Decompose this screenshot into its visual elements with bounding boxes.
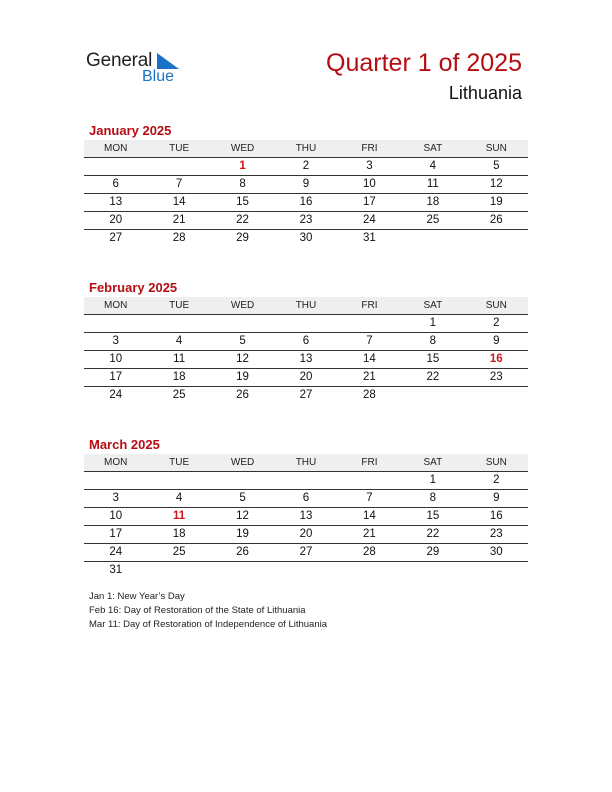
day-cell: 10 (109, 353, 123, 365)
day-cell: 7 (175, 178, 183, 190)
day-cell: 18 (426, 196, 440, 208)
day-cell: 7 (366, 335, 373, 347)
day-cell: 22 (236, 214, 249, 226)
day-cell: 20 (299, 371, 313, 383)
month-title: January 2025 (89, 123, 172, 138)
day-cell (84, 158, 147, 175)
day-cell: 11 (173, 353, 186, 365)
day-cell (211, 472, 274, 489)
day-cell: 26 (236, 546, 249, 558)
country-name: Lithuania (448, 83, 522, 103)
week-row (84, 562, 528, 579)
day-cell: 13 (299, 353, 313, 365)
weekday-header: THU (295, 143, 317, 154)
weekday-header: MON (104, 457, 128, 468)
day-cell: 12 (236, 510, 249, 522)
page-title: Quarter 1 of 2025 (326, 49, 522, 77)
day-cell: 10 (363, 178, 376, 190)
day-cell: 30 (299, 232, 313, 244)
day-cell (465, 230, 528, 247)
week-row (84, 508, 528, 526)
weekday-header: MON (104, 143, 128, 154)
day-cell (401, 562, 464, 579)
holiday-note: Mar 11: Day of Restoration of Independence of Lithuania (89, 619, 328, 630)
logo-triangle-icon (157, 53, 179, 69)
day-cell: 19 (236, 371, 249, 383)
day-cell: 21 (363, 528, 376, 540)
weekday-header: WED (230, 457, 255, 468)
week-row (84, 158, 528, 176)
day-cell: 18 (172, 371, 186, 383)
day-cell: 21 (363, 371, 376, 383)
day-cell (147, 158, 210, 175)
day-cell: 14 (363, 353, 376, 365)
day-cell (465, 387, 528, 404)
month-calendar (84, 122, 528, 247)
weekday-header: FRI (361, 300, 378, 311)
day-cell (274, 562, 337, 579)
weekday-header: THU (295, 300, 317, 311)
day-cell: 15 (426, 353, 440, 365)
week-row (84, 526, 528, 544)
day-cell: 15 (426, 510, 440, 522)
weekday-header: MON (104, 300, 128, 311)
day-cell: 1 (239, 160, 246, 172)
week-row (84, 490, 528, 508)
day-cell: 22 (426, 371, 440, 383)
day-cell: 30 (489, 546, 503, 558)
day-cell: 31 (363, 232, 376, 244)
day-cell: 28 (363, 389, 376, 401)
day-cell: 24 (109, 389, 123, 401)
day-cell: 16 (489, 510, 503, 522)
day-cell: 31 (109, 564, 123, 576)
weekday-header-row (84, 297, 528, 315)
day-cell (338, 472, 401, 489)
day-cell: 13 (109, 196, 123, 208)
day-cell: 5 (239, 492, 246, 504)
day-cell: 20 (109, 214, 123, 226)
brand-logo (86, 50, 196, 90)
weekday-header: SUN (485, 143, 507, 154)
day-cell (274, 315, 337, 332)
day-cell: 19 (489, 196, 503, 208)
day-cell (211, 315, 274, 332)
logo-text-blue: Blue (142, 68, 175, 85)
week-row (84, 472, 528, 490)
weekday-header: SUN (485, 300, 507, 311)
day-cell: 3 (366, 160, 373, 172)
day-cell: 4 (175, 335, 183, 347)
week-row (84, 230, 528, 247)
month-calendar (84, 279, 528, 404)
weekday-header: SAT (423, 143, 443, 154)
day-cell: 14 (172, 196, 186, 208)
weekday-header-row (84, 140, 528, 158)
day-cell: 20 (299, 528, 313, 540)
day-cell: 12 (489, 178, 503, 190)
logo-text-general: General (86, 50, 153, 71)
day-cell: 16 (489, 353, 503, 365)
day-cell: 8 (429, 335, 437, 347)
day-cell: 3 (112, 335, 119, 347)
weekday-header: WED (230, 300, 255, 311)
day-cell: 18 (172, 528, 186, 540)
day-cell: 28 (363, 546, 376, 558)
week-row (84, 176, 528, 194)
weekday-header: SAT (423, 300, 443, 311)
day-cell: 25 (426, 214, 440, 226)
day-cell: 6 (112, 178, 119, 190)
weekday-header-row (84, 454, 528, 472)
day-cell: 26 (489, 214, 503, 226)
weekday-header: TUE (169, 457, 190, 468)
weekday-header: THU (295, 457, 317, 468)
holiday-notes (89, 590, 327, 632)
day-cell (147, 472, 210, 489)
day-cell: 3 (112, 492, 119, 504)
day-cell: 27 (299, 389, 313, 401)
day-cell: 6 (302, 335, 310, 347)
day-cell: 17 (109, 528, 123, 540)
day-cell (211, 562, 274, 579)
day-cell: 12 (236, 353, 249, 365)
week-row (84, 194, 528, 212)
day-cell: 2 (302, 160, 310, 172)
day-cell: 15 (236, 196, 249, 208)
day-cell: 26 (236, 389, 249, 401)
day-cell: 11 (173, 510, 186, 522)
day-cell: 24 (363, 214, 376, 226)
day-cell: 23 (299, 214, 313, 226)
month-calendar (84, 436, 528, 579)
month-title: February 2025 (89, 280, 178, 295)
day-cell: 24 (109, 546, 123, 558)
day-cell: 21 (172, 214, 186, 226)
day-cell: 4 (429, 160, 437, 172)
day-cell (147, 315, 210, 332)
day-cell: 9 (493, 492, 500, 504)
day-cell: 6 (302, 492, 310, 504)
day-cell: 2 (493, 474, 500, 486)
week-row (84, 333, 528, 351)
day-cell (338, 315, 401, 332)
day-cell: 4 (175, 492, 183, 504)
day-cell (274, 472, 337, 489)
week-row (84, 387, 528, 404)
day-cell: 17 (109, 371, 123, 383)
month-title: March 2025 (89, 437, 160, 452)
day-cell: 29 (426, 546, 440, 558)
day-cell: 29 (236, 232, 249, 244)
day-cell: 11 (426, 178, 439, 190)
day-cell (401, 387, 464, 404)
weekday-header: FRI (361, 143, 378, 154)
day-cell: 1 (429, 474, 437, 486)
weekday-header: TUE (169, 300, 190, 311)
day-cell (401, 230, 464, 247)
holiday-note: Feb 16: Day of Restoration of the State of Lithuania (89, 605, 306, 616)
day-cell: 16 (299, 196, 313, 208)
day-cell: 22 (426, 528, 440, 540)
day-cell: 8 (429, 492, 437, 504)
day-cell: 17 (363, 196, 376, 208)
week-row (84, 544, 528, 562)
day-cell (84, 472, 147, 489)
day-cell: 1 (429, 317, 437, 329)
day-cell (465, 562, 528, 579)
day-cell (338, 562, 401, 579)
day-cell: 9 (302, 178, 310, 190)
week-row (84, 315, 528, 333)
weekday-header: TUE (169, 143, 190, 154)
holiday-note: Jan 1: New Year’s Day (89, 591, 185, 602)
day-cell: 27 (299, 546, 313, 558)
day-cell (84, 315, 147, 332)
day-cell: 2 (493, 317, 500, 329)
day-cell (147, 562, 210, 579)
day-cell: 25 (172, 546, 186, 558)
weekday-header: SUN (485, 457, 507, 468)
day-cell: 19 (236, 528, 249, 540)
week-row (84, 212, 528, 230)
weekday-header: FRI (361, 457, 378, 468)
day-cell: 5 (239, 335, 246, 347)
week-row (84, 351, 528, 369)
day-cell: 23 (489, 371, 503, 383)
day-cell: 7 (366, 492, 373, 504)
weekday-header: WED (230, 143, 255, 154)
day-cell: 28 (172, 232, 186, 244)
day-cell: 25 (172, 389, 186, 401)
day-cell: 8 (239, 178, 246, 190)
day-cell: 9 (493, 335, 500, 347)
day-cell: 10 (109, 510, 123, 522)
day-cell: 27 (109, 232, 123, 244)
day-cell: 14 (363, 510, 376, 522)
day-cell: 5 (493, 160, 500, 172)
day-cell: 13 (299, 510, 313, 522)
week-row (84, 369, 528, 387)
day-cell: 23 (489, 528, 503, 540)
weekday-header: SAT (423, 457, 443, 468)
